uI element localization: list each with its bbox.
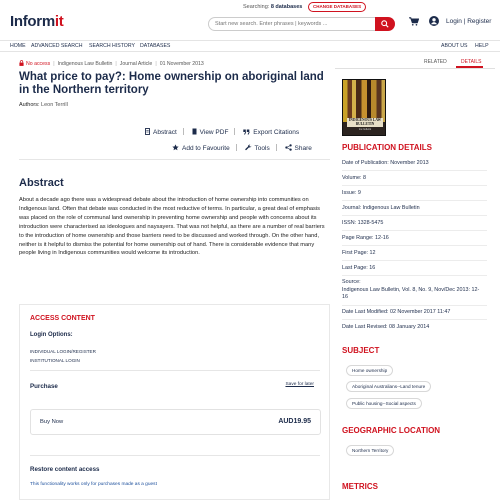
journal-link[interactable]: Indigenous Law Bulletin xyxy=(57,61,113,67)
search-input[interactable] xyxy=(208,17,376,31)
document-icon xyxy=(145,128,150,135)
tab-active-indicator xyxy=(456,66,483,68)
share-icon xyxy=(285,144,292,151)
save-for-later-link[interactable]: Save for later xyxy=(285,382,314,387)
divider xyxy=(30,455,320,456)
journal-cover-image: INDIGENOUS LAW BULLETIN law bulletin xyxy=(342,79,386,136)
search-button[interactable] xyxy=(375,17,395,31)
tab-related[interactable]: RELATED xyxy=(424,59,447,65)
nav-about-us[interactable]: ABOUT US xyxy=(441,43,468,49)
restore-access-link[interactable]: Restore content access xyxy=(30,466,100,473)
nav-databases[interactable]: DATABASES xyxy=(140,43,171,49)
user-icon[interactable] xyxy=(429,16,439,26)
searching-label: Searching: 8 databases xyxy=(243,4,303,10)
article-type: Journal Article xyxy=(119,61,153,67)
page-range: Page Range: 12-16 xyxy=(342,235,389,241)
subject-heading: SUBJECT xyxy=(342,346,380,355)
login-register-link[interactable]: Login | Register xyxy=(446,18,492,25)
article-actions-row-2 xyxy=(166,144,312,152)
subject-chip[interactable]: Public housing--Social aspects xyxy=(346,398,422,409)
article-date: 01 November 2013 xyxy=(159,61,204,67)
restore-note: This functionality works only for purchases made as a guest xyxy=(30,482,157,487)
publication-details-heading: PUBLICATION DETAILS xyxy=(342,143,432,152)
export-citations-button[interactable]: Export Citations xyxy=(243,129,299,136)
quote-icon xyxy=(243,129,250,135)
add-to-favourite-button[interactable]: Add to Favourite xyxy=(172,144,230,152)
date-last-modified: Date Last Modified: 02 November 2017 11:47 xyxy=(342,309,451,315)
lock-icon xyxy=(19,60,24,66)
volume: Volume: 8 xyxy=(342,175,366,181)
nav-advanced-search[interactable]: ADVANCED SEARCH xyxy=(31,43,83,49)
metrics-heading: METRICS xyxy=(342,482,378,491)
pdf-icon xyxy=(192,128,197,135)
purchase-label: Purchase xyxy=(30,383,58,390)
no-access-status: No access xyxy=(19,61,50,67)
nav-help[interactable]: HELP xyxy=(475,43,489,49)
location-chip[interactable]: Northern Territory xyxy=(346,445,394,456)
date-of-publication: Date of Publication: November 2013 xyxy=(342,160,429,166)
star-icon xyxy=(172,144,179,151)
top-header xyxy=(0,0,500,40)
wrench-icon xyxy=(245,144,252,151)
individual-login-link[interactable]: INDIVIDUAL LOGIN/REGISTER xyxy=(30,349,96,354)
tab-divider xyxy=(335,68,495,69)
abstract-text: About a decade ago there was a widespread debate about the introduction of home ownership into communities on Indigenous land. Often that debate was conducted in the most reductive of terms. In particular, a great deal of emphasis was placed on the role of communal land ownership in preventing home ownership and people with concerns about its introduction were characterised as ideologues and naysayers. That was not helpful, as there are a number of real barriers to the introduction of home ownership and those barriers need to be discussed and worked through. On the other hand, neither is it helpful to dismiss the potential for home ownership out of hand. There is considerable evidence that many people living in Indigenous communities would welcome its introduction. xyxy=(19,197,325,257)
price: AUD19.95 xyxy=(278,418,311,425)
issue: Issue: 9 xyxy=(342,190,361,196)
tools-button[interactable]: Tools xyxy=(245,144,270,152)
divider xyxy=(30,370,320,371)
tab-details[interactable]: DETAILS xyxy=(461,59,482,65)
cart-icon[interactable] xyxy=(409,17,419,26)
article-actions-row-1 xyxy=(139,128,299,136)
first-page: First Page: 12 xyxy=(342,250,376,256)
journal-detail: Journal: Indigenous Law Bulletin xyxy=(342,205,420,211)
issn: ISSN: 1328-5475 xyxy=(342,220,384,226)
access-content-heading: ACCESS CONTENT xyxy=(30,315,95,322)
geographic-location-heading: GEOGRAPHIC LOCATION xyxy=(342,426,441,435)
subject-chip[interactable]: Aboriginal Australians--Land tenure xyxy=(346,381,431,392)
authors-line: Authors: Leon Terrill xyxy=(19,102,68,108)
nav-home[interactable]: HOME xyxy=(10,43,26,49)
informit-logo[interactable]: Informit xyxy=(10,13,64,30)
abstract-heading: Abstract xyxy=(19,177,64,189)
databases-count: 8 databases xyxy=(270,4,303,10)
nav-search-history[interactable]: SEARCH HISTORY xyxy=(89,43,135,49)
main-nav xyxy=(0,40,500,52)
buy-now-label: Buy Now xyxy=(40,419,64,425)
abstract-button[interactable]: Abstract xyxy=(145,128,177,136)
subject-chip[interactable]: Home ownership xyxy=(346,365,393,376)
article-title: What price to pay?: Home ownership on aboriginal land in the Northern territory xyxy=(19,71,324,96)
author-link[interactable]: Leon Terrill xyxy=(41,102,68,108)
date-last-revised: Date Last Revised: 08 January 2014 xyxy=(342,324,430,330)
buy-now-button[interactable] xyxy=(30,409,321,435)
source: Source: Indigenous Law Bulletin, Vol. 8, No. 9, Nov/Dec 2013: 12-16 xyxy=(342,279,480,300)
login-options-label: Login Options: xyxy=(30,332,73,338)
article-meta: No access | Indigenous Law Bulletin | Journal Article | 01 November 2013 xyxy=(19,60,204,67)
share-button[interactable]: Share xyxy=(285,144,312,152)
view-pdf-button[interactable]: View PDF xyxy=(192,128,229,136)
last-page: Last Page: 16 xyxy=(342,265,376,271)
search-icon xyxy=(381,20,389,28)
change-databases-button[interactable]: CHANGE DATABASES xyxy=(308,2,366,12)
access-content-card xyxy=(19,304,330,500)
institutional-login-link[interactable]: INSTITUTIONAL LOGIN xyxy=(30,358,80,363)
divider xyxy=(19,159,330,160)
